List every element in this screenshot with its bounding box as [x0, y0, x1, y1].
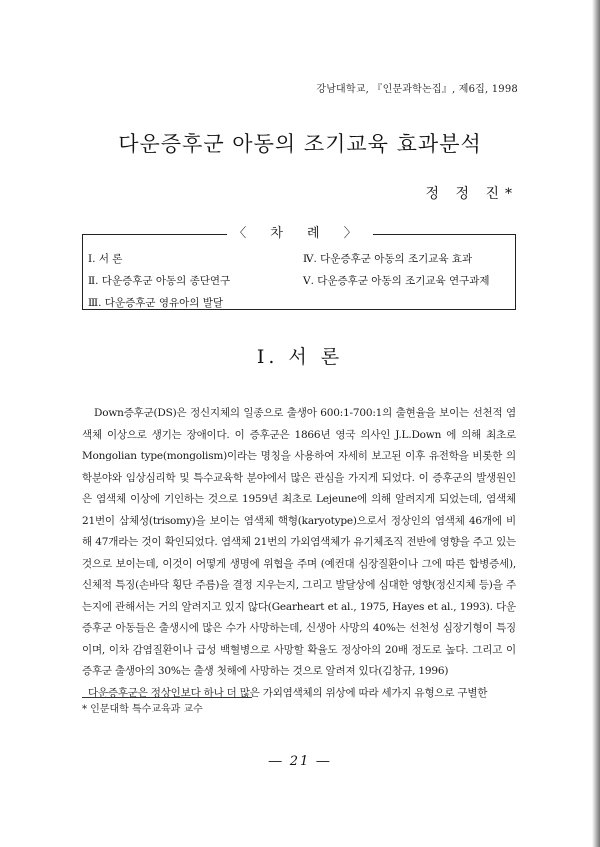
toc-item-5: Ⅴ. 다운증후군 아동의 조기교육 연구과제: [303, 275, 490, 287]
journal-header: 강남대학교, 『인문과학논집』, 제6집, 1998: [316, 84, 518, 95]
body-text: [82, 403, 516, 704]
toc-item-1: Ⅰ. 서 론: [88, 253, 123, 265]
author-name: 정 정 진*: [425, 186, 518, 202]
toc-column-left: [88, 248, 230, 314]
toc-item-4: Ⅳ. 다운증후군 아동의 조기교육 효과: [303, 253, 473, 265]
section-heading: Ⅰ. 서 론: [256, 346, 344, 368]
page-number: ― 21 ―: [268, 754, 332, 769]
footnote: * 인문대학 특수교육과 교수: [82, 704, 203, 715]
paper-title: 다운증후군 아동의 조기교육 효과분석: [118, 132, 482, 156]
toc-heading: 〈 차 례 〉: [227, 222, 373, 241]
body-paragraph: Down증후군(DS)은 정신지체의 일종으로 출생아 600:1-700:1의 출현율을 보이는 선천적 염색체 이상으로 생기는 장애이다. 이 증후군은 1866년 영국 의사인 J.L.Down 에 의해 최초로 Mongolian type(mongolism)이라는 명칭을 사용하여 자세히 보고된 이후 유전학을 비롯한 의학분야와 임상심리학 및 특수교육학 분야에서 많은 관심을 가지게 되었다. 이 증후군의 발생원인은 염색체 이상에 기인하는 것으로 1959년 최초로 Lejeune에 의해 알려지게 되었는데, 염색체 21번이 삼체성(trisomy)을 보이는 염색체 핵형(karyotype)으로서 정상인의 염색체 46개에 비해 47개라는 것이 확인되었다. 염색체 21번의 가외염색체가 유기체조직 전반에 영향을 주고 있는 것으로 보이는데, 이것이 어떻게 생명에 위협을 주며 (예컨대 심장질환이나 그에 따른 합병증세), 신체적 특징(손바닥 횡단 주름)을 결정 지우는지, 그리고 발달상에 심대한 영향(정신지체 등)을 주는지에 관해서는 거의 알려지고 있지 않다(Gearheart et al., 1975, Hayes et al., 1993). 다운증후군 아동들은 출생시에 많은 수가 사망하는데, 신생아 사망의 40%는 선천성 심장기형이 특징이며, 이차 감염질환이나 급성 백혈병으로 사망할 확율도 정상아의 20배 정도로 높다. 그리고 이 증후군 출생아의 30%는 출생 첫해에 사망하는 것으로 알려져 있다(김창규, 1996): [82, 407, 516, 677]
toc-item-3: Ⅲ. 다운증후군 영유아의 발달: [88, 297, 224, 309]
body-paragraph: 다운증후군은 정상인보다 하나 더 많은 가외염색체의 위상에 따라 세가지 유형으로 구별한: [88, 686, 488, 699]
toc-heading-wrap: [0, 222, 600, 241]
toc-column-right: [303, 248, 490, 292]
footnote-divider: [82, 697, 252, 698]
toc-item-2: Ⅱ. 다운증후군 아동의 종단연구: [88, 275, 231, 287]
